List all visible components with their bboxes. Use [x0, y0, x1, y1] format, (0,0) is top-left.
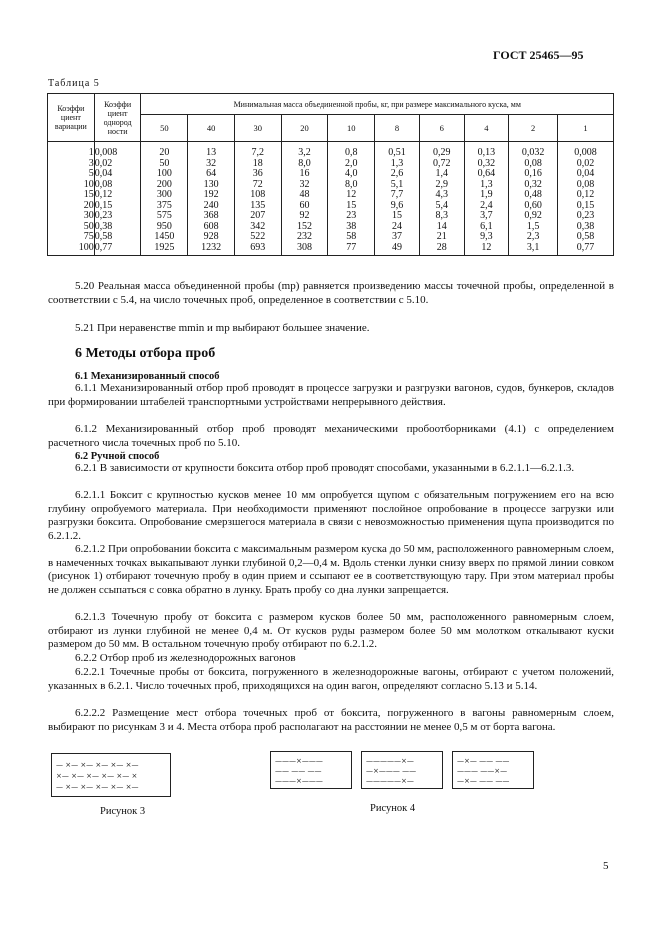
- table-value: 0,02: [576, 157, 595, 169]
- figure-4a-drawing: [271, 752, 351, 788]
- table-value: 100: [156, 168, 172, 179]
- table-value: 950: [156, 220, 172, 232]
- table-value: 0,04: [94, 168, 113, 179]
- table-value: 2,9: [435, 178, 448, 190]
- table-column-cell: [328, 142, 375, 256]
- figure-3-caption: Рисунок 3: [100, 806, 146, 817]
- table-column-cell: [509, 142, 558, 256]
- header-min-mass: Минимальная масса объединенной пробы, кг, при размере максимального куска, мм: [141, 94, 614, 115]
- table-value: 0,13: [477, 147, 496, 158]
- table-value: 14: [436, 220, 447, 232]
- table-value: 522: [250, 231, 266, 242]
- standard-header: ГОСТ 25465—95: [493, 48, 584, 62]
- svg-text:—×— —— ——: —×— —— ——: [457, 757, 510, 765]
- table-value: 1,3: [390, 157, 404, 169]
- figure-4b-drawing: [362, 752, 442, 788]
- table-value: 240: [203, 199, 219, 211]
- table-value: 0,51: [388, 147, 406, 158]
- table-value: 0,16: [524, 168, 542, 179]
- table-value: 3: [88, 157, 94, 169]
- table-value: 2,4: [480, 199, 493, 211]
- table-value: 7,2: [251, 147, 265, 158]
- table-value: 12: [346, 189, 357, 200]
- table-value: 0,64: [477, 168, 496, 179]
- table-value: 0,29: [432, 147, 451, 158]
- table-value: 18: [252, 157, 263, 169]
- svg-text:—×— —— ——: —×— —— ——: [457, 777, 510, 785]
- table-value: 0,32: [477, 157, 496, 169]
- table-value: 192: [203, 189, 219, 200]
- table-value: 693: [250, 241, 266, 253]
- table-value: 0,08: [94, 178, 113, 190]
- table-value: 0,48: [524, 189, 542, 200]
- table-value: 23: [346, 210, 357, 221]
- size-header: 30: [234, 115, 281, 142]
- figure-4c-drawing: [453, 752, 533, 788]
- table-value: 5: [88, 168, 94, 179]
- svg-text:—×——— ——: —×——— ——: [366, 767, 417, 775]
- table-value: 0,92: [524, 210, 542, 221]
- table-value: 0,008: [94, 147, 118, 158]
- table-value: 1,3: [480, 178, 493, 190]
- table-value: 92: [299, 210, 310, 221]
- table-value: 0,32: [524, 178, 542, 190]
- table-value: 0,08: [576, 178, 595, 190]
- table-value: 342: [250, 220, 266, 232]
- size-header: 20: [281, 115, 328, 142]
- page-number: 5: [603, 860, 609, 872]
- para-6-2-2-2: 6.2.2.2 Размещение мест отбора точечных проб от боксита, погруженного в вагоны равномерным слоем, выбирают по рисункам 3 и 4. Места отбора проб располагают на расстоянии не менее 0,5 м от борта вагона.: [48, 707, 614, 733]
- table-value: 0,08: [524, 157, 542, 169]
- table-value: 0,12: [576, 189, 595, 200]
- table-value: 232: [297, 231, 313, 242]
- table-value: 50: [159, 157, 170, 169]
- table-value: 37: [391, 231, 402, 242]
- table-value: 13: [206, 147, 217, 158]
- fig3-row2: ×— ×— ×— ×— ×— ×: [56, 772, 138, 780]
- svg-text:—— —— ——: —— —— ——: [275, 767, 322, 775]
- table-value: 32: [299, 178, 310, 190]
- table-value: 135: [250, 199, 266, 211]
- para-6-2-2: 6.2.2 Отбор проб из железнодорожных вагонов: [75, 652, 296, 664]
- table-value: 308: [297, 241, 313, 253]
- table-value: 368: [203, 210, 219, 221]
- heading-6-2: 6.2 Ручной способ: [75, 451, 160, 462]
- table-value: 375: [156, 199, 172, 211]
- table-value: 0,15: [94, 199, 113, 211]
- table-value: 928: [203, 231, 219, 242]
- size-header: 40: [188, 115, 235, 142]
- table-value: 152: [297, 220, 313, 232]
- table-value: 2,6: [390, 168, 404, 179]
- table-column-cell: [234, 142, 281, 256]
- table-caption: Таблица 5: [48, 78, 100, 89]
- table-value: 0,77: [94, 241, 113, 253]
- figure-4-wagon-3: [452, 751, 534, 789]
- table-value: 60: [299, 199, 310, 211]
- table-value: 0,8: [345, 147, 358, 158]
- table-value: 130: [203, 178, 219, 190]
- table-value: 9,3: [480, 231, 493, 242]
- table-value: 77: [346, 241, 357, 253]
- table-value: 21: [436, 231, 447, 242]
- svg-text:—————×—: —————×—: [366, 777, 414, 785]
- table-value: 0,60: [524, 199, 542, 211]
- table-value: 3,2: [298, 147, 311, 158]
- table-value: 1,9: [480, 189, 493, 200]
- table-value: 2,0: [345, 157, 358, 169]
- table-value: 49: [391, 241, 402, 253]
- table-value: 72: [252, 178, 263, 190]
- table-value: 3,1: [526, 241, 540, 253]
- svg-text:———×———: ———×———: [275, 757, 323, 765]
- table-value: 2,3: [526, 231, 540, 242]
- table-value: 15: [391, 210, 402, 221]
- para-6-2-1-3: 6.2.1.3 Точечную пробу от боксита с размером кусков более 50 мм, расположенного равномерным слоем, отбирают из лунки глубиной не менее 0,4 м. От кусков руды размером более 50 мм молотком откалывают куски размером до 50 мм. В остальном точечную пробу отбирают по 6.2.1.2.: [48, 611, 614, 650]
- size-header: 2: [509, 115, 558, 142]
- table-value: 4,3: [435, 189, 448, 200]
- table-value: 9,6: [390, 199, 404, 211]
- table-value: 12: [481, 241, 492, 253]
- table-column-cell: [419, 142, 464, 256]
- table-value: 0,38: [576, 220, 595, 232]
- table-value: 64: [206, 168, 217, 179]
- table-value: 1: [88, 147, 94, 158]
- table-value: 15: [83, 189, 94, 200]
- table-value: 0,38: [94, 220, 113, 232]
- table-value: 32: [206, 157, 217, 169]
- table-5: [47, 93, 614, 256]
- table-value: 0,032: [521, 147, 545, 158]
- para-5-21: 5.21 При неравенстве mmin и mр выбирают большее значение.: [75, 322, 370, 334]
- table-value: 20: [83, 199, 94, 211]
- table-value: 0,04: [576, 168, 595, 179]
- table-value: 8,0: [345, 178, 358, 190]
- table-value: 0,58: [576, 231, 595, 242]
- table-value: 0,23: [576, 210, 595, 221]
- figure-3-wagon: [51, 753, 171, 797]
- table-value: 0,58: [94, 231, 113, 242]
- size-header: 4: [464, 115, 509, 142]
- svg-text:—————×—: —————×—: [366, 757, 414, 765]
- table-value: 0,12: [94, 189, 113, 200]
- para-6-1-1: 6.1.1 Механизированный отбор проб проводят в процессе загрузки и разгрузки вагонов, судов, бункеров, складов при формировании штабелей транспортными устройствами непрерывного действия.: [48, 382, 614, 408]
- table-value: 4,0: [345, 168, 358, 179]
- table-value: 1232: [201, 241, 222, 253]
- table-value: 0,77: [576, 241, 595, 253]
- figure-4-caption: Рисунок 4: [370, 803, 416, 814]
- table-column-cell: [281, 142, 328, 256]
- table-value: 20: [159, 147, 170, 158]
- header-homogeneity: Коэффи циент однород ности: [94, 94, 141, 142]
- table-value: 1,4: [435, 168, 448, 179]
- table-column-cell: [48, 142, 95, 256]
- heading-6-1: 6.1 Механизированный способ: [75, 371, 220, 382]
- table-column-cell: [141, 142, 188, 256]
- fig3-row3: — ×— ×— ×— ×— ×—: [56, 783, 139, 791]
- table-value: 75: [83, 231, 94, 242]
- table-value: 5,4: [435, 199, 448, 211]
- table-value: 0,008: [574, 147, 597, 158]
- table-value: 30: [83, 210, 94, 221]
- table-body-row: [48, 142, 614, 256]
- size-header: 1: [558, 115, 614, 142]
- table-value: 24: [391, 220, 402, 232]
- table-value: 38: [346, 220, 357, 232]
- size-header: 8: [375, 115, 420, 142]
- fig3-row1: — ×— ×— ×— ×— ×—: [56, 761, 139, 769]
- table-value: 3,7: [480, 210, 493, 221]
- table-value: 15: [346, 199, 357, 211]
- para-6-2-2-1: 6.2.2.1 Точечные пробы от боксита, погруженного в железнодорожные вагоны, отбирают с учетом положений, указанных в 6.2.1. Число точечных проб, приходящихся на один вагон, определяют согласно 5.13 и 5.14.: [48, 666, 614, 692]
- table-column-cell: [558, 142, 614, 256]
- table-value: 575: [156, 210, 172, 221]
- table-column-cell: [94, 142, 141, 256]
- size-header: 6: [419, 115, 464, 142]
- table-value: 58: [346, 231, 357, 242]
- figure-3-drawing: [52, 754, 170, 796]
- table-value: 100: [78, 241, 94, 253]
- size-header: 50: [141, 115, 188, 142]
- table-value: 16: [299, 168, 310, 179]
- table-value: 0,72: [432, 157, 451, 169]
- table-value: 1925: [154, 241, 175, 253]
- para-6-1-2: 6.1.2 Механизированный отбор проб проводят механическими пробоотборниками (4.1) с определением расчетного числа точечных проб по 5.10.: [48, 423, 614, 449]
- table-value: 0,02: [94, 157, 113, 169]
- svg-text:——— ——×—: ——— ——×—: [457, 767, 508, 775]
- figure-4-wagon-2: [361, 751, 443, 789]
- table-value: 300: [156, 189, 172, 200]
- table-value: 50: [83, 220, 94, 232]
- table-value: 7,7: [390, 189, 404, 200]
- table-column-cell: [464, 142, 509, 256]
- table-column-cell: [375, 142, 420, 256]
- table-value: 0,23: [94, 210, 113, 221]
- table-value: 5,1: [390, 178, 404, 190]
- para-6-2-1-1: 6.2.1.1 Боксит с крупностью кусков менее 10 мм опробуется щупом с обязательным погружением его на всю глубину опробуемого материала. При необходимости применяют послойное опробование в процессе загрузки или разгрузки боксита. Опробование смерзшегося материала в связи с невозможностью применения щупа производится по 6.2.1.2.: [48, 489, 614, 542]
- table-value: 10: [83, 178, 94, 190]
- section-6-heading: 6 Методы отбора проб: [75, 346, 216, 361]
- para-5-20: 5.20 Реальная масса объединенной пробы (mр) равняется произведению массы точечной пробы, определенной в соответствии с 5.4, на число точечных проб, определенное в соответствии с 5.10.: [48, 280, 614, 306]
- table-value: 1,5: [526, 220, 540, 232]
- svg-text:———×———: ———×———: [275, 777, 323, 785]
- size-header: 10: [328, 115, 375, 142]
- table-value: 0,15: [576, 199, 595, 211]
- table-value: 48: [299, 189, 310, 200]
- table-value: 200: [156, 178, 172, 190]
- table-value: 8,0: [298, 157, 311, 169]
- para-6-2-1-2: 6.2.1.2 При опробовании боксита с максимальным размером куска до 50 мм, расположенного равномерным слоем, в намеченных точках выкапывают лунки глубиной 0,2—0,4 м. Вдоль стенки лунки снизу вверх по прямой линии совком (рисунок 1) отбирают точечную пробу в один прием и ссыпают ее в соответствующую тару. При этом материал пробы не должен ссыпаться с совка обратно в лунку. Брать пробу со дна лунки запрещается.: [48, 543, 614, 596]
- table-value: 36: [252, 168, 263, 179]
- figure-4-wagon-1: [270, 751, 352, 789]
- table-column-cell: [188, 142, 235, 256]
- para-6-2-1: 6.2.1 В зависимости от крупности боксита отбор проб проводят способами, указанными в 6.2.1.1—6.2.1.3.: [75, 462, 575, 474]
- table-value: 1450: [154, 231, 175, 242]
- table-value: 28: [436, 241, 447, 253]
- table-value: 6,1: [480, 220, 493, 232]
- table-value: 108: [250, 189, 266, 200]
- table-value: 8,3: [435, 210, 448, 221]
- table-value: 608: [203, 220, 219, 232]
- header-variation: Коэффи циент вариации: [48, 94, 95, 142]
- table-value: 207: [250, 210, 266, 221]
